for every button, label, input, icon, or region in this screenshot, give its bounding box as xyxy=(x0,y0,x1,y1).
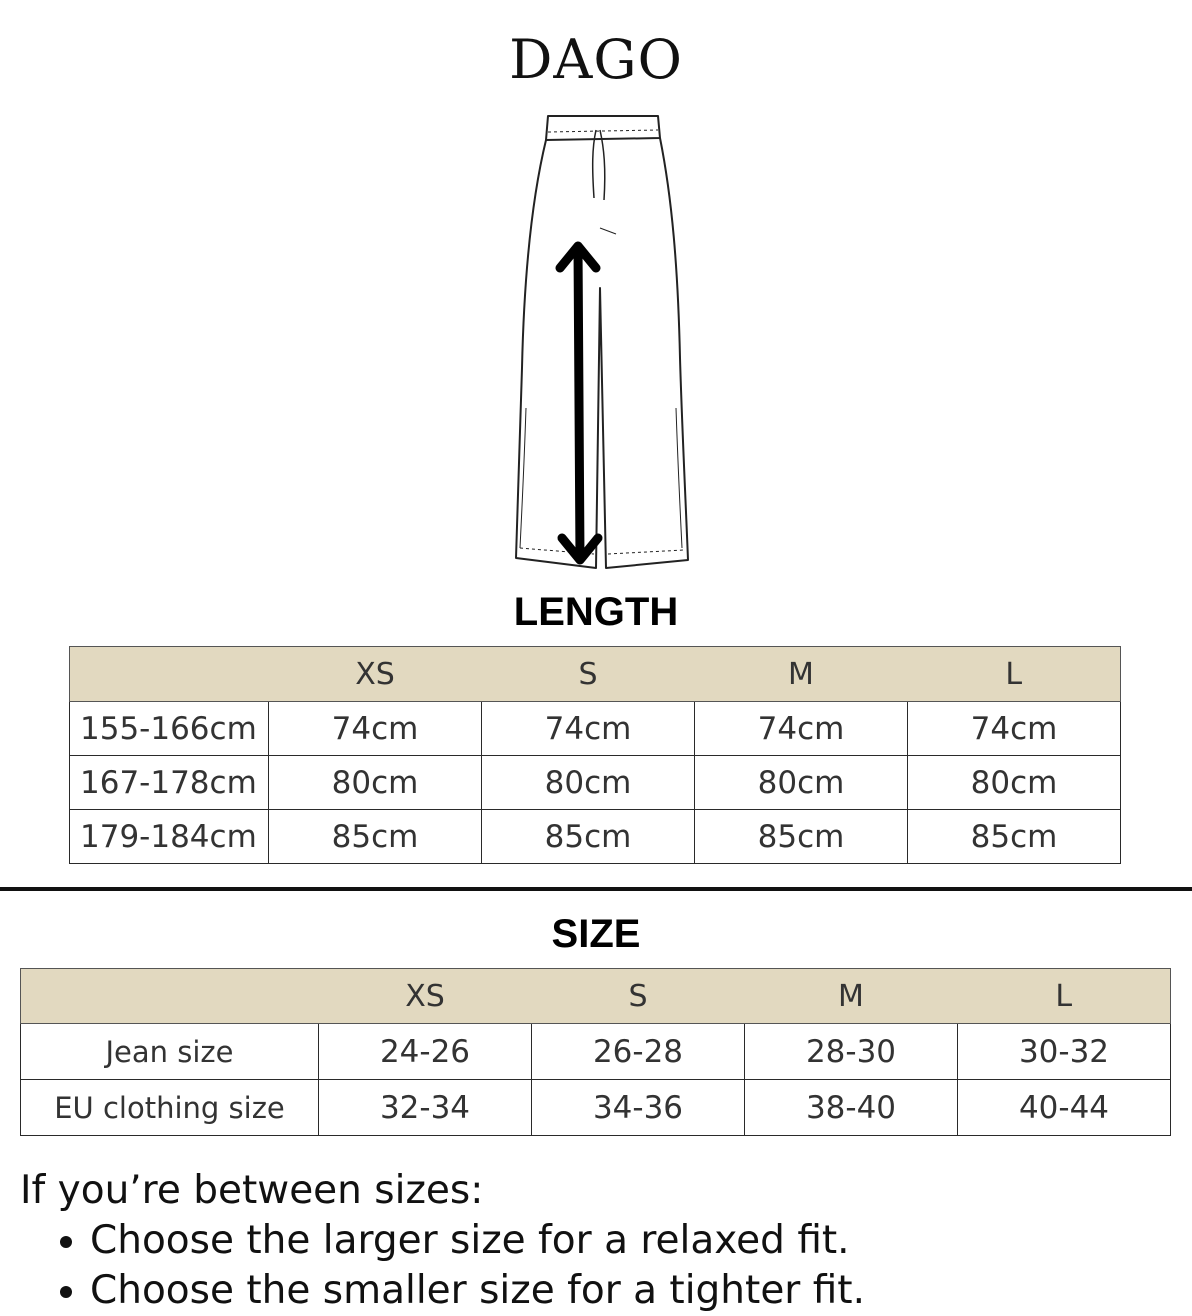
length-cell: 74cm xyxy=(695,702,908,756)
size-cell: 30-32 xyxy=(958,1024,1171,1080)
size-header-row xyxy=(21,969,1171,1024)
notes-list xyxy=(20,1216,1180,1316)
size-cell: 40-44 xyxy=(958,1080,1171,1136)
size-header-xs: XS xyxy=(319,969,532,1024)
size-table xyxy=(20,968,1171,1136)
length-header-s: S xyxy=(482,647,695,702)
length-header-xs: XS xyxy=(269,647,482,702)
size-header-s: S xyxy=(532,969,745,1024)
notes-heading: If you’re between sizes: xyxy=(20,1168,484,1213)
length-cell: 80cm xyxy=(482,756,695,810)
size-row-label: Jean size xyxy=(21,1024,319,1080)
size-title: SIZE xyxy=(551,912,641,956)
fit-notes xyxy=(20,1166,1180,1316)
length-cell: 85cm xyxy=(269,810,482,864)
size-cell: 28-30 xyxy=(745,1024,958,1080)
size-cell: 26-28 xyxy=(532,1024,745,1080)
size-header-blank xyxy=(21,969,319,1024)
height-range: 167-178cm xyxy=(70,756,269,810)
size-header-l: L xyxy=(958,969,1171,1024)
pants-illustration xyxy=(496,108,696,574)
length-title: LENGTH xyxy=(513,590,679,634)
length-arrow-icon xyxy=(560,246,598,560)
table-row xyxy=(21,1024,1171,1080)
length-cell: 74cm xyxy=(482,702,695,756)
length-cell: 80cm xyxy=(908,756,1121,810)
section-divider xyxy=(0,887,1192,891)
size-cell: 32-34 xyxy=(319,1080,532,1136)
brand-logo: DAGO xyxy=(509,28,683,91)
height-range: 179-184cm xyxy=(70,810,269,864)
length-header-l: L xyxy=(908,647,1121,702)
length-cell: 85cm xyxy=(908,810,1121,864)
wide-leg-pants-icon xyxy=(496,108,696,570)
size-cell: 38-40 xyxy=(745,1080,958,1136)
length-cell: 80cm xyxy=(269,756,482,810)
length-table xyxy=(69,646,1121,864)
table-row xyxy=(70,810,1121,864)
table-row xyxy=(21,1080,1171,1136)
length-cell: 74cm xyxy=(269,702,482,756)
length-header-blank xyxy=(70,647,269,702)
size-row-label: EU clothing size xyxy=(21,1080,319,1136)
length-header-row xyxy=(70,647,1121,702)
list-item: • Choose the larger size for a relaxed fit. xyxy=(90,1216,1180,1266)
size-cell: 34-36 xyxy=(532,1080,745,1136)
size-header-m: M xyxy=(745,969,958,1024)
length-cell: 74cm xyxy=(908,702,1121,756)
length-cell: 80cm xyxy=(695,756,908,810)
length-cell: 85cm xyxy=(482,810,695,864)
table-row xyxy=(70,702,1121,756)
length-cell: 85cm xyxy=(695,810,908,864)
list-item: • Choose the smaller size for a tighter fit. xyxy=(90,1266,1180,1316)
size-cell: 24-26 xyxy=(319,1024,532,1080)
length-header-m: M xyxy=(695,647,908,702)
height-range: 155-166cm xyxy=(70,702,269,756)
table-row xyxy=(70,756,1121,810)
